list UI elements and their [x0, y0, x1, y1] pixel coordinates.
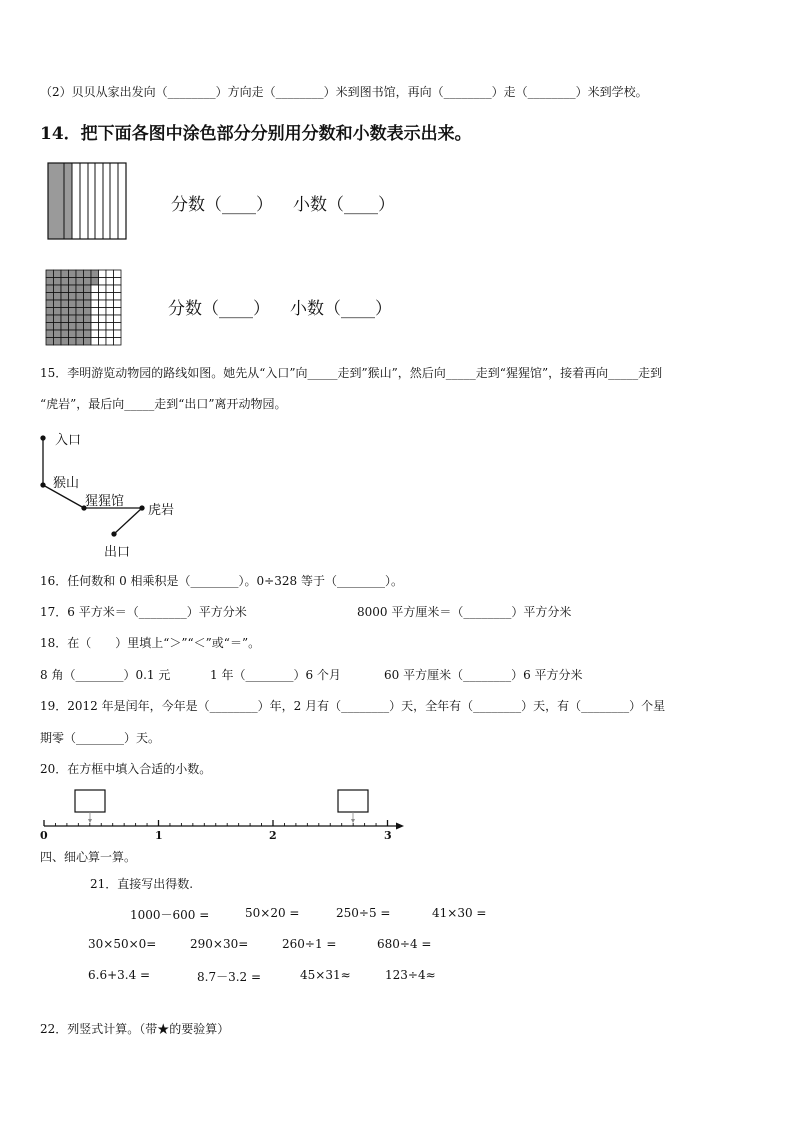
- map-label-exit: 出口: [104, 545, 131, 560]
- grid-cell: [114, 270, 122, 278]
- q15-text-line2: “虎岩”，最后向_____走到“出口”离开动物园。: [40, 397, 287, 411]
- q14-title: 14．把下面各图中涂色部分分别用分数和小数表示出来。: [40, 124, 472, 144]
- grid-cell: [114, 315, 122, 323]
- grid-cell: [84, 270, 92, 278]
- grid-cell: [76, 285, 84, 293]
- grid-cell: [91, 315, 99, 323]
- grid-cell: [91, 300, 99, 308]
- grid-cell: [69, 308, 77, 316]
- grid-cell: [99, 323, 107, 331]
- grid-cell: [106, 330, 114, 338]
- q14-row2-decimal: 小数（____）: [290, 299, 392, 319]
- grid-cell: [61, 308, 69, 316]
- number-line-tick-label-3: 3: [384, 829, 392, 842]
- grid-cell: [99, 315, 107, 323]
- q20-number-line: [44, 790, 404, 830]
- q14-figure1-strips: [48, 163, 126, 239]
- grid-cell: [106, 338, 114, 346]
- grid-cell: [46, 285, 54, 293]
- grid-cell: [84, 293, 92, 301]
- grid-cell: [91, 293, 99, 301]
- grid-cell: [99, 300, 107, 308]
- q21-r3-c2: 8.7－3.2 =: [197, 970, 262, 984]
- grid-cell: [61, 278, 69, 286]
- number-line-tick-label-1: 1: [155, 829, 163, 842]
- grid-cell: [61, 285, 69, 293]
- q21-r1-c2: 50×20 =: [245, 906, 300, 920]
- grid-cell: [46, 315, 54, 323]
- grid-cell: [54, 315, 62, 323]
- grid-cell: [114, 323, 122, 331]
- grid-cell: [76, 293, 84, 301]
- grid-cell: [99, 285, 107, 293]
- grid-cell: [99, 338, 107, 346]
- q21-r3-c4: 123÷4≈: [385, 968, 436, 982]
- grid-cell: [84, 300, 92, 308]
- grid-cell: [106, 278, 114, 286]
- grid-cell: [106, 293, 114, 301]
- grid-cell: [54, 270, 62, 278]
- q21-r1-c1: 1000－600 =: [130, 908, 210, 922]
- q21-r3-c3: 45×31≈: [300, 968, 351, 982]
- grid-cell: [91, 270, 99, 278]
- number-line-tick-label-0: 0: [40, 829, 48, 842]
- grid-cell: [61, 300, 69, 308]
- grid-cell: [46, 338, 54, 346]
- grid-cell: [114, 293, 122, 301]
- q21-r1-c4: 41×30 =: [432, 906, 487, 920]
- grid-cell: [99, 278, 107, 286]
- q16-text: 16．任何数和 0 相乘积是（________）。0÷328 等于（________）。: [40, 574, 403, 588]
- grid-cell: [76, 338, 84, 346]
- q17-part-b: 8000 平方厘米＝（________）平方分米: [357, 605, 572, 619]
- grid-cell: [99, 308, 107, 316]
- grid-cell: [114, 330, 122, 338]
- grid-cell: [76, 300, 84, 308]
- grid-cell: [69, 338, 77, 346]
- q18-item-c: 60 平方厘米（________）6 平方分米: [384, 668, 583, 682]
- grid-cell: [46, 330, 54, 338]
- grid-cell: [69, 300, 77, 308]
- grid-cell: [61, 330, 69, 338]
- q21-r2-c3: 260÷1 =: [282, 937, 337, 951]
- grid-cell: [54, 330, 62, 338]
- section-4-heading: 四、细心算一算。: [40, 850, 137, 864]
- grid-cell: [61, 338, 69, 346]
- q18-item-a: 8 角（________）0.1 元: [40, 668, 171, 682]
- grid-cell: [76, 330, 84, 338]
- grid-cell: [54, 338, 62, 346]
- q19-text-line2: 期零（________）天。: [40, 731, 161, 745]
- q22-title: 22．列竖式计算。（带★的要验算）: [40, 1022, 230, 1036]
- grid-cell: [99, 293, 107, 301]
- grid-cell: [106, 285, 114, 293]
- q21-r2-c1: 30×50×0=: [88, 937, 157, 951]
- q20-answer-box-2: [338, 790, 368, 812]
- map-label-gorilla: 猩猩馆: [85, 494, 125, 509]
- grid-cell: [99, 270, 107, 278]
- grid-cell: [61, 323, 69, 331]
- grid-cell: [76, 270, 84, 278]
- grid-cell: [91, 285, 99, 293]
- grid-cell: [69, 293, 77, 301]
- grid-cell: [76, 315, 84, 323]
- grid-cell: [69, 285, 77, 293]
- grid-cell: [114, 308, 122, 316]
- grid-cell: [84, 330, 92, 338]
- grid-cell: [69, 270, 77, 278]
- grid-cell: [106, 300, 114, 308]
- grid-cell: [54, 300, 62, 308]
- q18-title: 18．在（ ）里填上“＞”“＜”或“＝”。: [40, 636, 261, 650]
- q18-item-b: 1 年（________）6 个月: [210, 668, 341, 682]
- q21-r1-c3: 250÷5 =: [336, 906, 391, 920]
- q14-figure2-grid: [46, 270, 121, 345]
- grid-cell: [84, 323, 92, 331]
- grid-cell: [91, 308, 99, 316]
- grid-cell: [69, 330, 77, 338]
- grid-cell: [91, 330, 99, 338]
- grid-cell: [69, 315, 77, 323]
- grid-cell: [91, 323, 99, 331]
- q21-title: 21．直接写出得数.: [90, 877, 194, 891]
- grid-cell: [54, 323, 62, 331]
- grid-cell: [84, 285, 92, 293]
- grid-cell: [84, 315, 92, 323]
- grid-cell: [46, 293, 54, 301]
- grid-cell: [114, 300, 122, 308]
- q21-r3-c1: 6.6+3.4 =: [88, 968, 151, 982]
- grid-cell: [106, 323, 114, 331]
- grid-cell: [54, 308, 62, 316]
- grid-cell: [54, 278, 62, 286]
- grid-cell: [54, 293, 62, 301]
- grid-cell: [84, 278, 92, 286]
- grid-cell: [114, 338, 122, 346]
- q20-answer-box-1: [75, 790, 105, 812]
- map-label-monkey: 猴山: [53, 476, 80, 491]
- grid-cell: [76, 323, 84, 331]
- grid-cell: [69, 323, 77, 331]
- grid-cell: [46, 270, 54, 278]
- grid-cell: [114, 285, 122, 293]
- q14-row2-fraction: 分数（____）: [168, 299, 270, 319]
- q19-text-line1: 19．2012 年是闰年，今年是（________）年，2 月有（________）天，全年有（________）天，有（________）个星: [40, 699, 666, 713]
- grid-cell: [84, 338, 92, 346]
- grid-cell: [46, 300, 54, 308]
- grid-cell: [46, 308, 54, 316]
- grid-cell: [54, 285, 62, 293]
- map-label-entrance: 入口: [55, 433, 82, 448]
- number-line-tick-label-2: 2: [269, 829, 277, 842]
- grid-cell: [91, 338, 99, 346]
- q20-title: 20．在方框中填入合适的小数。: [40, 762, 212, 776]
- q14-row1-decimal: 小数（____）: [293, 195, 395, 215]
- grid-cell: [106, 308, 114, 316]
- grid-cell: [76, 278, 84, 286]
- grid-cell: [114, 278, 122, 286]
- grid-cell: [106, 270, 114, 278]
- grid-cell: [76, 308, 84, 316]
- grid-cell: [46, 278, 54, 286]
- grid-cell: [106, 315, 114, 323]
- map-label-tiger: 虎岩: [148, 503, 175, 518]
- grid-cell: [61, 293, 69, 301]
- grid-cell: [61, 315, 69, 323]
- grid-cell: [84, 308, 92, 316]
- q13-part2-text: （2）贝贝从家出发向（________）方向走（________）米到图书馆，再向（________）走（________）米到学校。: [40, 85, 648, 99]
- q14-row1-fraction: 分数（____）: [171, 195, 273, 215]
- grid-cell: [69, 278, 77, 286]
- grid-cell: [91, 278, 99, 286]
- grid-cell: [46, 323, 54, 331]
- grid-cell: [99, 330, 107, 338]
- q21-r2-c2: 290×30=: [190, 937, 249, 951]
- q17-part-a: 17．6 平方米＝（________）平方分米: [40, 605, 247, 619]
- q15-text-line1: 15．李明游览动物园的路线如图。她先从“入口”向_____走到”猴山”，然后向_____走到“猩猩馆”，接着再向_____走到: [40, 366, 663, 380]
- grid-cell: [61, 270, 69, 278]
- q21-r2-c4: 680÷4 =: [377, 937, 432, 951]
